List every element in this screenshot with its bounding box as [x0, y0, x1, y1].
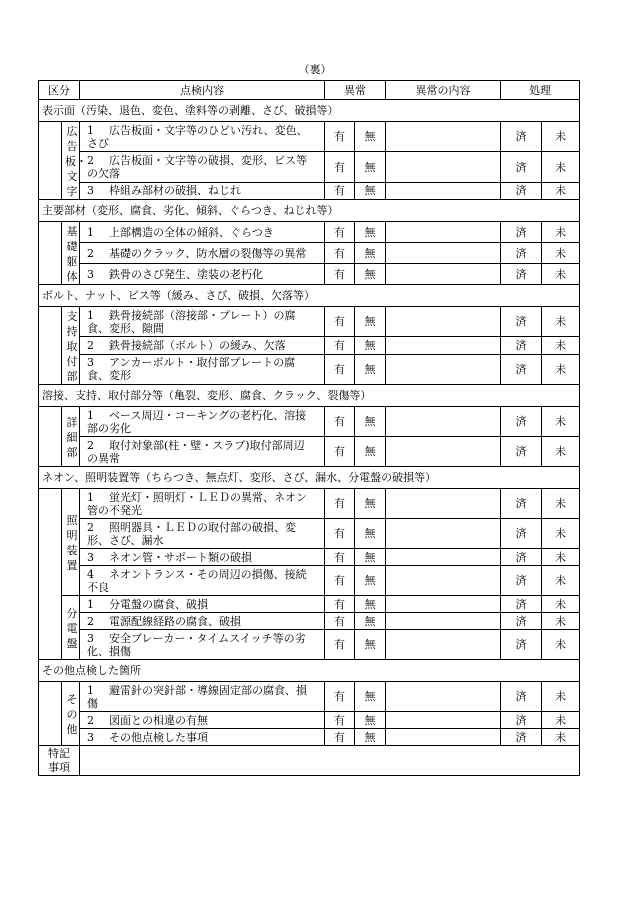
abnormal-detail-field[interactable]: [386, 566, 501, 596]
item-text: 分電盤の腐食、破損: [109, 597, 208, 611]
item-row: [39, 566, 580, 596]
indent-cell: [39, 407, 62, 467]
action-done-checkbox[interactable]: 済: [501, 337, 542, 354]
abnormal-no-checkbox[interactable]: 無: [355, 243, 386, 264]
item-number: 2: [87, 520, 94, 534]
item-text-continued: 形、さび、漏水: [87, 533, 164, 547]
action-done-checkbox[interactable]: 済: [501, 712, 542, 729]
action-pending-checkbox[interactable]: 未: [542, 712, 580, 729]
item-row: [39, 437, 580, 467]
action-done-checkbox[interactable]: 済: [501, 407, 542, 437]
item-row: [39, 712, 580, 729]
abnormal-yes-checkbox[interactable]: 有: [325, 682, 355, 712]
abnormal-no-checkbox[interactable]: 無: [355, 519, 386, 549]
abnormal-detail-field[interactable]: [386, 337, 501, 354]
item-row: [39, 630, 580, 660]
section-row: [39, 385, 580, 407]
action-done-checkbox[interactable]: 済: [501, 243, 542, 264]
section-title: 主要部材（変形、腐食、劣化、傾斜、ぐらつき、ねじれ等）: [39, 200, 580, 222]
group-label-text: 分電盤: [66, 607, 78, 650]
abnormal-no-checkbox[interactable]: 無: [355, 222, 386, 243]
item-text: ネオン管・サポート類の破損: [109, 550, 252, 564]
indent-cell: [39, 489, 62, 660]
item-text: 照明器具・ＬＥＤの取付部の破損、変: [109, 520, 296, 534]
action-done-checkbox[interactable]: 済: [501, 549, 542, 566]
item-text: 取付対象部(柱・壁・スラブ)取付部周辺: [109, 438, 305, 452]
item-row: [39, 407, 580, 437]
action-pending-checkbox[interactable]: 未: [542, 519, 580, 549]
action-done-checkbox[interactable]: 済: [501, 566, 542, 596]
action-done-checkbox[interactable]: 済: [501, 307, 542, 337]
item-line: [83, 551, 321, 564]
item-row: [39, 264, 580, 285]
item-row: [39, 596, 580, 613]
abnormal-no-checkbox[interactable]: 無: [355, 549, 386, 566]
abnormal-no-checkbox[interactable]: 無: [355, 630, 386, 660]
item-number: 1: [87, 123, 94, 137]
action-pending-checkbox[interactable]: 未: [542, 222, 580, 243]
item-line: [83, 339, 321, 352]
action-pending-checkbox[interactable]: 未: [542, 566, 580, 596]
remarks-field[interactable]: [80, 746, 580, 776]
item-line: [83, 184, 321, 197]
action-done-checkbox[interactable]: 済: [501, 264, 542, 285]
abnormal-no-checkbox[interactable]: 無: [355, 489, 386, 519]
abnormal-detail-field[interactable]: [386, 307, 501, 337]
item-content: [80, 437, 325, 467]
item-content: [80, 152, 325, 182]
action-pending-checkbox[interactable]: 未: [542, 729, 580, 746]
item-content: [80, 182, 325, 199]
item-row: [39, 122, 580, 152]
item-text: 基礎のクラック、防水層の裂傷等の異常: [109, 246, 307, 260]
abnormal-no-checkbox[interactable]: 無: [355, 337, 386, 354]
group-label: [62, 222, 80, 285]
item-number: 2: [87, 154, 94, 168]
item-row: [39, 613, 580, 630]
action-done-checkbox[interactable]: 済: [501, 222, 542, 243]
abnormal-yes-checkbox[interactable]: 有: [325, 489, 355, 519]
remarks-row: [39, 746, 580, 776]
item-number: 3: [87, 550, 94, 564]
item-line: [83, 632, 321, 645]
abnormal-yes-checkbox[interactable]: 有: [325, 519, 355, 549]
abnormal-no-checkbox[interactable]: 無: [355, 682, 386, 712]
item-number: 3: [87, 184, 94, 198]
item-line: [83, 154, 321, 167]
item-row: [39, 682, 580, 712]
remarks-label-text: 特記事項: [48, 746, 70, 774]
action-done-checkbox[interactable]: 済: [501, 489, 542, 519]
page-side-label: （裏）: [298, 63, 332, 76]
abnormal-no-checkbox[interactable]: 無: [355, 596, 386, 613]
abnormal-no-checkbox[interactable]: 無: [355, 437, 386, 467]
item-number: 3: [87, 631, 94, 645]
group-label: [62, 307, 80, 385]
abnormal-detail-field[interactable]: [386, 596, 501, 613]
item-number: 1: [87, 225, 94, 239]
item-text-continued: 食、変形、隙間: [87, 321, 164, 335]
action-pending-checkbox[interactable]: 未: [542, 152, 580, 182]
item-text: その他点検した事項: [109, 730, 208, 744]
item-number: 3: [87, 356, 94, 370]
abnormal-no-checkbox[interactable]: 無: [355, 354, 386, 384]
abnormal-detail-field[interactable]: [386, 682, 501, 712]
item-text: 鉄骨接続部（溶接部・プレート）の腐: [109, 308, 296, 322]
item-line: [83, 491, 321, 504]
abnormal-no-checkbox[interactable]: 無: [355, 566, 386, 596]
abnormal-detail-field[interactable]: [386, 489, 501, 519]
remarks-label: [39, 746, 80, 776]
group-label-text: 広告板・文字: [65, 125, 87, 198]
item-content: [80, 566, 325, 596]
item-line: [83, 124, 321, 137]
abnormal-detail-field[interactable]: [386, 437, 501, 467]
action-pending-checkbox[interactable]: 未: [542, 630, 580, 660]
item-number: 1: [87, 683, 94, 697]
item-row: [39, 729, 580, 746]
action-done-checkbox[interactable]: 済: [501, 182, 542, 199]
item-number: 2: [87, 713, 94, 727]
abnormal-no-checkbox[interactable]: 無: [355, 182, 386, 199]
item-text: 蛍光灯・照明灯・ＬＥＤの異常、ネオン: [109, 490, 307, 504]
action-done-checkbox[interactable]: 済: [501, 122, 542, 152]
item-row: [39, 337, 580, 354]
item-text: 鉄骨接続部（ボルト）の緩み、欠落: [109, 338, 286, 352]
item-content: [80, 354, 325, 384]
item-text-continued: さび: [87, 136, 109, 150]
abnormal-detail-field[interactable]: [386, 729, 501, 746]
item-text-continued: 化、損傷: [87, 644, 131, 658]
item-row: [39, 307, 580, 337]
group-label-text: 基礎躯体: [66, 225, 78, 283]
abnormal-detail-field[interactable]: [386, 122, 501, 152]
abnormal-detail-field[interactable]: [386, 182, 501, 199]
abnormal-detail-field[interactable]: [386, 613, 501, 630]
inspection-table: [38, 80, 580, 776]
action-pending-checkbox[interactable]: 未: [542, 682, 580, 712]
item-line: [83, 356, 321, 369]
item-line: [83, 226, 321, 239]
item-line: [83, 439, 321, 452]
action-done-checkbox[interactable]: 済: [501, 613, 542, 630]
item-text: アンカーボルト・取付部プレートの腐: [109, 356, 296, 370]
item-text: 広告板面・文字等のひどい汚れ、変色、: [109, 123, 308, 137]
indent-cell: [39, 307, 62, 385]
abnormal-yes-checkbox[interactable]: 有: [325, 549, 355, 566]
item-content: [80, 630, 325, 660]
item-number: 1: [87, 490, 94, 504]
item-text-continued: 傷: [87, 696, 98, 710]
action-done-checkbox[interactable]: 済: [501, 354, 542, 384]
group-label-text: 支持取付部: [66, 310, 78, 383]
item-text-continued: 食、変形: [87, 369, 131, 383]
section-title: ネオン、照明装置等（ちらつき、無点灯、変形、さび、漏水、分電盤の破損等）: [39, 467, 580, 489]
item-line: [83, 521, 321, 534]
section-row: [39, 660, 580, 682]
item-text-continued: 部の劣化: [87, 421, 131, 435]
item-text-continued: の異常: [87, 451, 120, 465]
item-number: 1: [87, 308, 94, 322]
action-pending-checkbox[interactable]: 未: [542, 337, 580, 354]
item-row: [39, 489, 580, 519]
abnormal-yes-checkbox[interactable]: 有: [325, 222, 355, 243]
section-row: [39, 467, 580, 489]
action-pending-checkbox[interactable]: 未: [542, 549, 580, 566]
indent-cell: [39, 222, 62, 285]
header-abnormal: 異常: [325, 81, 386, 100]
item-line: [83, 309, 321, 322]
abnormal-detail-field[interactable]: [386, 222, 501, 243]
group-label: [62, 122, 87, 200]
item-content: [80, 337, 325, 354]
group-label-text: 照明装置: [66, 514, 78, 572]
abnormal-yes-checkbox[interactable]: 有: [325, 354, 355, 384]
action-done-checkbox[interactable]: 済: [501, 519, 542, 549]
item-number: 2: [87, 438, 94, 452]
action-pending-checkbox[interactable]: 未: [542, 122, 580, 152]
item-content: [80, 596, 325, 613]
group-label: [62, 682, 80, 746]
item-content: [80, 222, 325, 243]
item-line: [83, 731, 321, 744]
group-label-text: 詳細部: [66, 416, 78, 459]
action-done-checkbox[interactable]: 済: [501, 437, 542, 467]
item-text: 鉄骨のさび発生、塗装の老朽化: [109, 267, 263, 281]
abnormal-yes-checkbox[interactable]: 有: [325, 712, 355, 729]
abnormal-detail-field[interactable]: [386, 243, 501, 264]
abnormal-yes-checkbox[interactable]: 有: [325, 182, 355, 199]
action-pending-checkbox[interactable]: 未: [542, 264, 580, 285]
item-text-continued: 不良: [87, 580, 109, 594]
item-text: 安全ブレーカー・タイムスイッチ等の劣: [109, 631, 306, 645]
abnormal-no-checkbox[interactable]: 無: [355, 152, 386, 182]
item-text: 電源配線経路の腐食、破損: [109, 614, 241, 628]
header-category: 区分: [39, 81, 80, 100]
inspection-table-body: [39, 81, 580, 776]
item-content: [80, 307, 325, 337]
abnormal-yes-checkbox[interactable]: 有: [325, 729, 355, 746]
item-content: [80, 264, 325, 285]
item-line: [83, 409, 321, 422]
group-label: [62, 407, 80, 467]
item-content: [80, 489, 325, 519]
item-row: [39, 549, 580, 566]
item-content: [80, 729, 325, 746]
item-line: [83, 684, 321, 697]
header-abnormal-detail: 異常の内容: [386, 81, 501, 100]
item-text: ベース周辺・コーキングの老朽化、溶接: [109, 408, 307, 422]
section-row: [39, 200, 580, 222]
action-done-checkbox[interactable]: 済: [501, 596, 542, 613]
action-pending-checkbox[interactable]: 未: [542, 182, 580, 199]
section-title: 表示面（汚染、退色、変色、塗料等の剥離、さび、破損等）: [39, 100, 580, 122]
abnormal-no-checkbox[interactable]: 無: [355, 712, 386, 729]
abnormal-no-checkbox[interactable]: 無: [355, 729, 386, 746]
abnormal-yes-checkbox[interactable]: 有: [325, 566, 355, 596]
section-title: 溶接、支持、取付部分等（亀裂、変形、腐食、クラック、裂傷等）: [39, 385, 580, 407]
item-line: [83, 598, 321, 611]
item-content: [80, 407, 325, 437]
abnormal-yes-checkbox[interactable]: 有: [325, 122, 355, 152]
item-number: 1: [87, 597, 94, 611]
abnormal-no-checkbox[interactable]: 無: [355, 613, 386, 630]
item-row: [39, 152, 580, 182]
action-done-checkbox[interactable]: 済: [501, 152, 542, 182]
abnormal-yes-checkbox[interactable]: 有: [325, 264, 355, 285]
item-line: [83, 714, 321, 727]
item-content: [80, 613, 325, 630]
abnormal-no-checkbox[interactable]: 無: [355, 307, 386, 337]
item-text: 広告板面・文字等の破損、変形、ビス等: [109, 154, 307, 168]
section-title: ボルト、ナット、ビス等（緩み、さび、破損、欠落等）: [39, 285, 580, 307]
section-row: [39, 285, 580, 307]
abnormal-yes-checkbox[interactable]: 有: [325, 437, 355, 467]
abnormal-detail-field[interactable]: [386, 712, 501, 729]
action-pending-checkbox[interactable]: 未: [542, 307, 580, 337]
action-done-checkbox[interactable]: 済: [501, 682, 542, 712]
item-row: [39, 243, 580, 264]
item-text-continued: 管の不発光: [87, 503, 142, 517]
group-label: [62, 489, 80, 596]
item-row: [39, 222, 580, 243]
item-line: [83, 568, 321, 581]
indent-cell: [39, 122, 62, 200]
action-pending-checkbox[interactable]: 未: [542, 354, 580, 384]
item-text-continued: の欠落: [87, 167, 120, 181]
item-text: 枠組み部材の破損、ねじれ: [109, 184, 241, 198]
abnormal-yes-checkbox[interactable]: 有: [325, 152, 355, 182]
item-number: 3: [87, 267, 94, 281]
header-row: [39, 81, 580, 100]
abnormal-no-checkbox[interactable]: 無: [355, 122, 386, 152]
abnormal-detail-field[interactable]: [386, 630, 501, 660]
item-row: [39, 519, 580, 549]
item-line: [83, 615, 321, 628]
abnormal-no-checkbox[interactable]: 無: [355, 407, 386, 437]
abnormal-yes-checkbox[interactable]: 有: [325, 337, 355, 354]
item-line: [83, 247, 321, 260]
item-text: 上部構造の全体の傾斜、ぐらつき: [109, 225, 274, 239]
action-pending-checkbox[interactable]: 未: [542, 613, 580, 630]
abnormal-detail-field[interactable]: [386, 264, 501, 285]
item-content: [80, 122, 325, 152]
abnormal-yes-checkbox[interactable]: 有: [325, 596, 355, 613]
abnormal-yes-checkbox[interactable]: 有: [325, 243, 355, 264]
item-content: [80, 682, 325, 712]
item-number: 2: [87, 246, 94, 260]
item-content: [80, 519, 325, 549]
section-title: その他点検した箇所: [39, 660, 580, 682]
indent-cell: [39, 682, 62, 746]
header-content: 点検内容: [80, 81, 325, 100]
item-text: 避雷針の突針部・導線固定部の腐食、損: [109, 683, 307, 697]
header-action: 処理: [501, 81, 580, 100]
item-row: [39, 182, 580, 199]
item-text: ネオントランス・その周辺の損傷、接続: [109, 567, 307, 581]
abnormal-detail-field[interactable]: [386, 549, 501, 566]
action-pending-checkbox[interactable]: 未: [542, 489, 580, 519]
action-pending-checkbox[interactable]: 未: [542, 596, 580, 613]
group-label-text: その他: [66, 693, 78, 736]
item-number: 1: [87, 408, 94, 422]
action-pending-checkbox[interactable]: 未: [542, 407, 580, 437]
abnormal-detail-field[interactable]: [386, 354, 501, 384]
section-row: [39, 100, 580, 122]
abnormal-yes-checkbox[interactable]: 有: [325, 407, 355, 437]
abnormal-no-checkbox[interactable]: 無: [355, 264, 386, 285]
action-pending-checkbox[interactable]: 未: [542, 243, 580, 264]
item-row: [39, 354, 580, 384]
item-number: 3: [87, 730, 94, 744]
item-number: 2: [87, 614, 94, 628]
abnormal-detail-field[interactable]: [386, 519, 501, 549]
item-content: [80, 243, 325, 264]
abnormal-yes-checkbox[interactable]: 有: [325, 630, 355, 660]
abnormal-detail-field[interactable]: [386, 407, 501, 437]
item-content: [80, 549, 325, 566]
item-content: [80, 712, 325, 729]
action-pending-checkbox[interactable]: 未: [542, 437, 580, 467]
group-label: [62, 596, 80, 660]
abnormal-yes-checkbox[interactable]: 有: [325, 613, 355, 630]
abnormal-yes-checkbox[interactable]: 有: [325, 307, 355, 337]
item-line: [83, 268, 321, 281]
action-done-checkbox[interactable]: 済: [501, 729, 542, 746]
item-number: 2: [87, 338, 94, 352]
action-done-checkbox[interactable]: 済: [501, 630, 542, 660]
item-number: 4: [87, 567, 94, 581]
abnormal-detail-field[interactable]: [386, 152, 501, 182]
item-text: 図面との相違の有無: [109, 713, 208, 727]
